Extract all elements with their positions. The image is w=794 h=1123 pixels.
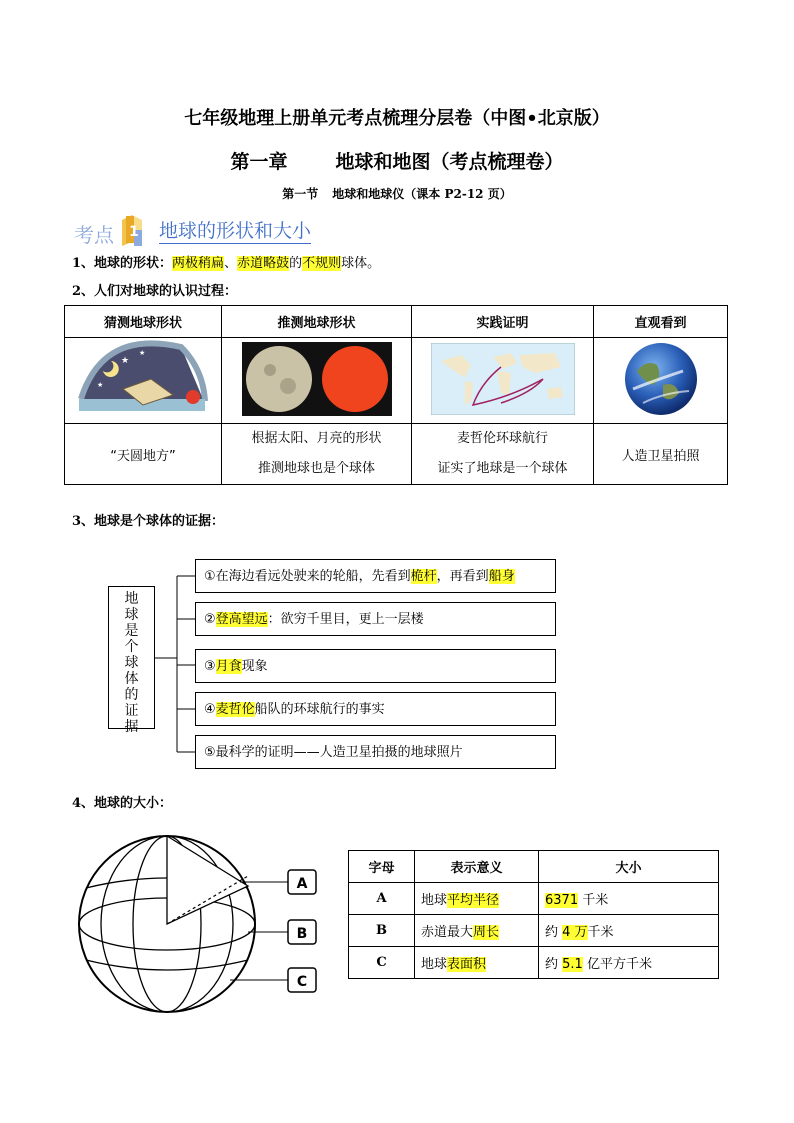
section-heading [0,185,794,202]
magellan-route-map [412,338,594,424]
q1-highlight-1: 两极稍扁 [172,256,225,271]
globe-label-c: C [296,974,308,990]
globe-diagram [72,830,322,1020]
process-table [64,305,728,485]
chapter-heading [0,147,794,174]
q1-highlight-3: 不规则 [302,256,342,271]
size-header: 字母 [349,851,415,883]
kaodian-title: 地球的形状和大小 [159,220,312,242]
evidence-item: ③月食现象 [195,649,556,683]
size-row: B 赤道最大周长 约 4 万千米 [349,915,719,947]
size-row: A 地球平均半径 6371 千米 [349,883,719,915]
kaodian-label: 考点 [74,223,114,247]
evidence-item: ⑤最科学的证明——人造卫星拍摄的地球照片 [195,735,556,769]
evidence-item: ①在海边看远处驶来的轮船，先看到桅杆，再看到船身 [195,559,556,593]
kaodian-number: 1 [129,224,139,240]
process-header: 实践证明 [412,306,594,338]
q1-prefix: 1、地球的形状： [72,256,173,271]
q1-line [72,252,380,271]
evidence-item: ④麦哲伦船队的环球航行的事实 [195,692,556,726]
size-header: 表示意义 [415,851,539,883]
section-number: 第一节 [282,187,319,201]
sun-moon-illustration [222,338,412,424]
process-desc: 麦哲伦环球航行 证实了地球是一个球体 [412,424,594,485]
earth-satellite-photo [594,338,728,424]
process-desc: “天圆地方” [65,424,222,485]
process-header: 推测地球形状 [222,306,412,338]
process-header: 猜测地球形状 [65,306,222,338]
q1-suffix: 球体。 [341,256,381,271]
chapter-number: 第一章 [230,151,288,173]
svg-text:★: ★ [139,348,146,357]
svg-text:★: ★ [121,355,130,366]
evidence-root-box: 地 球 是 个 球 体 的 证 据 [108,586,155,729]
size-header: 大小 [539,851,719,883]
process-header: 直观看到 [594,306,728,338]
globe-label-a: A [296,876,308,892]
process-desc: 人造卫星拍照 [594,424,728,485]
section-title: 地球和地球仪（课本 P2-12 页） [332,187,512,201]
size-row: C 地球表面积 约 5.1 亿平方千米 [349,947,719,979]
q1-mid: 的 [289,256,303,271]
q2-line: 2、人们对地球的认识过程： [72,284,238,299]
q1-highlight-2: 赤道略鼓 [237,256,290,271]
document-title: 七年级地理上册单元考点梳理分层卷（中图•北京版） [184,108,610,129]
process-desc: 根据太阳、月亮的形状 推测地球也是个球体 [222,424,412,485]
evidence-item: ②登高望远：欲穷千里目，更上一层楼 [195,602,556,636]
q1-sep: 、 [224,256,238,271]
globe-label-b: B [296,926,308,942]
chapter-title: 地球和地图（考点梳理卷） [335,151,564,173]
heaven-earth-illustration [65,338,222,424]
size-table [348,850,719,979]
evidence-connector [155,570,197,770]
kaodian-number-icon [118,212,150,248]
q3-line: 3、地球是个球体的证据： [72,514,225,529]
q4-line: 4、地球的大小： [72,796,173,811]
svg-text:★: ★ [97,380,104,389]
